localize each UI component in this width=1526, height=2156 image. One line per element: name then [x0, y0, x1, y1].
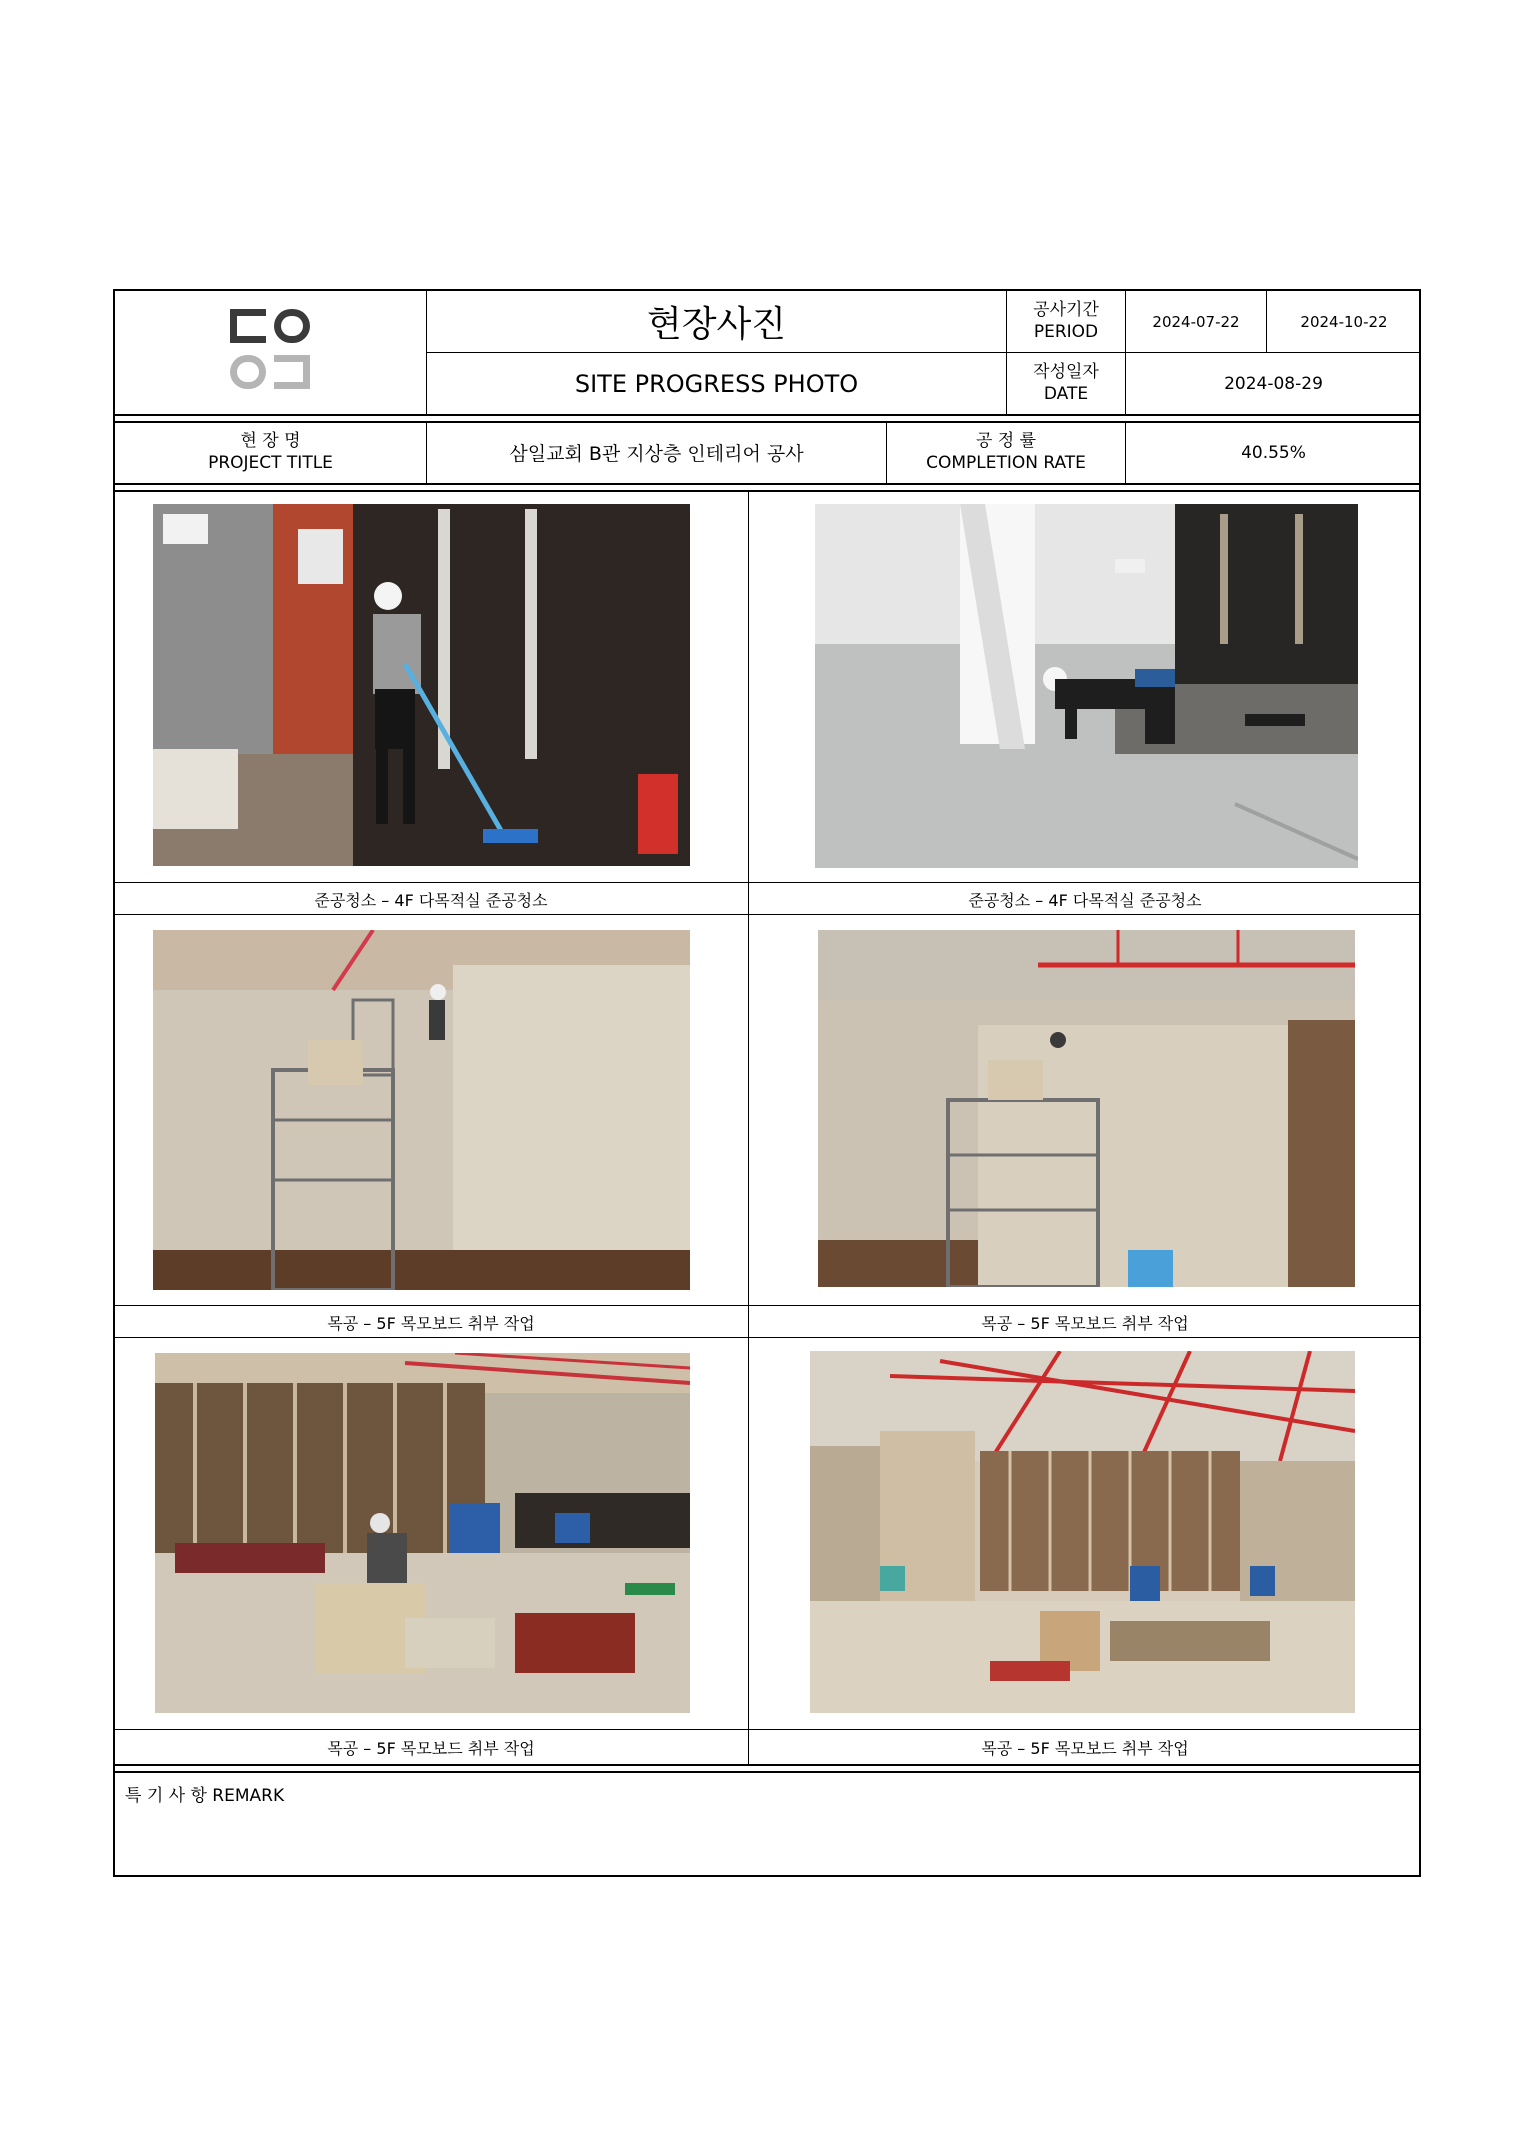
site-photo-woodwork-1	[153, 930, 690, 1290]
site-photo-woodwork-4	[810, 1351, 1355, 1713]
photo-caption: 준공청소 – 4F 다목적실 준공청소	[968, 890, 1202, 910]
page-title-korean: 현장사진	[646, 304, 787, 345]
project-title-label-english: PROJECT TITLE	[208, 452, 333, 473]
completion-rate-label-korean: 공 정 률	[975, 431, 1037, 452]
photo-caption: 목공 – 5F 목모보드 취부 작업	[981, 1738, 1189, 1758]
company-logo	[220, 299, 320, 399]
project-title-label	[115, 422, 426, 483]
photo-caption: 준공청소 – 4F 다목적실 준공청소	[314, 890, 548, 910]
period-end-date: 2024-10-22	[1300, 312, 1388, 331]
date-label-english: DATE	[1043, 383, 1089, 404]
site-photo-cleaning-1	[153, 504, 690, 866]
period-label-korean: 공사기간	[1033, 300, 1099, 321]
completion-rate-value: 40.55%	[1241, 442, 1306, 463]
period-label	[1007, 291, 1125, 352]
date-label-korean: 작성일자	[1033, 362, 1099, 383]
remark-label: 특 기 사 항 REMARK	[125, 1786, 285, 1806]
photo-caption: 목공 – 5F 목모보드 취부 작업	[981, 1313, 1189, 1333]
report-date: 2024-08-29	[1224, 373, 1323, 394]
completion-rate-label-english: COMPLETION RATE	[926, 452, 1086, 473]
site-photo-report	[113, 289, 1421, 1877]
site-photo-cleaning-2	[815, 504, 1358, 868]
page-title-english: SITE PROGRESS PHOTO	[574, 369, 859, 398]
project-title-value: 삼일교회 B관 지상층 인테리어 공사	[509, 443, 804, 465]
date-label	[1007, 353, 1125, 414]
site-photo-woodwork-3	[155, 1353, 690, 1713]
project-title-label-korean: 현 장 명	[240, 431, 301, 452]
photo-caption: 목공 – 5F 목모보드 취부 작업	[327, 1313, 535, 1333]
site-photo-woodwork-2	[818, 930, 1355, 1287]
photo-caption: 목공 – 5F 목모보드 취부 작업	[327, 1738, 535, 1758]
period-start-date: 2024-07-22	[1152, 312, 1240, 331]
completion-rate-label	[887, 422, 1125, 483]
period-label-english: PERIOD	[1033, 321, 1099, 342]
